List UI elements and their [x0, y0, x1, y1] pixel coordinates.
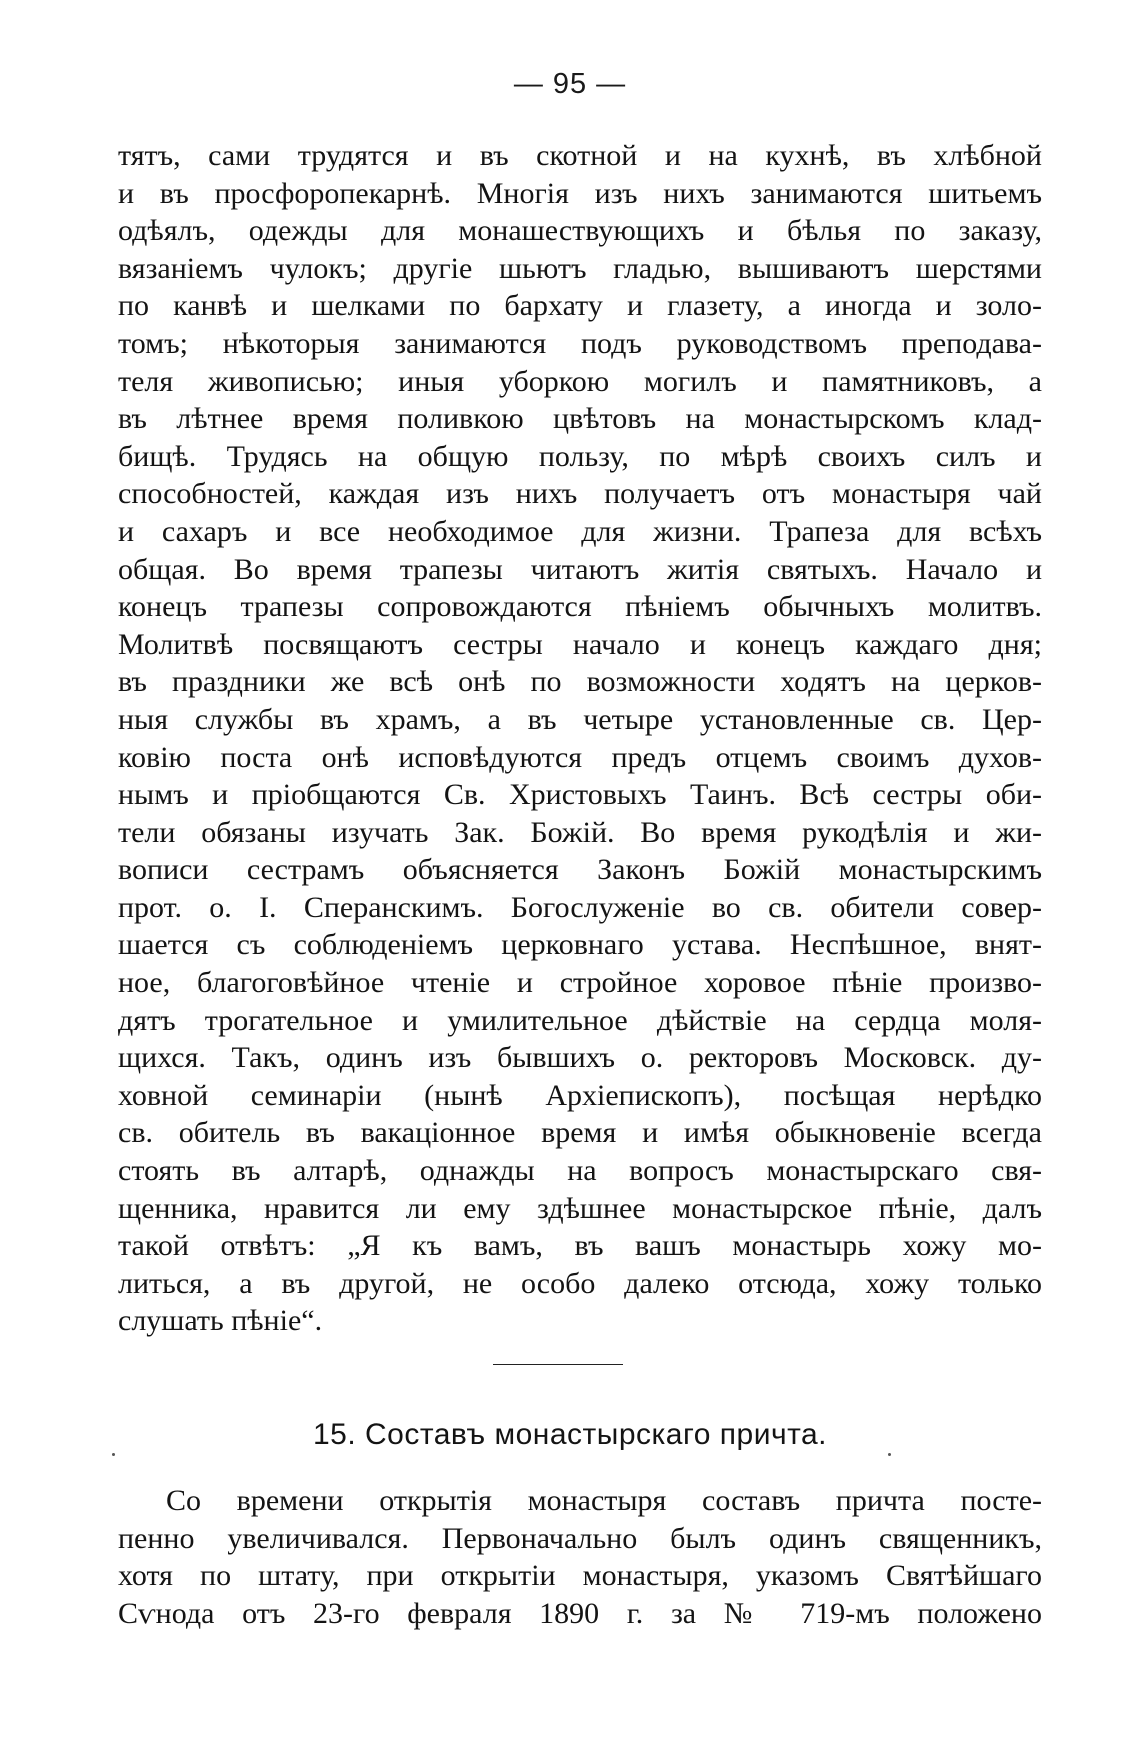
print-speck: [888, 1453, 891, 1456]
text-line: прот. о. І. Сперанскимъ. Богослуженіе во св. обители совер-: [118, 890, 1042, 924]
paragraph-1: [118, 137, 1042, 1340]
text-line: вязаніемъ чулокъ; другіе шьютъ гладью, вышиваютъ шерстями: [118, 251, 1042, 285]
text-line: Со времени открытія монастыря составъ причта посте-: [166, 1484, 1042, 1517]
text-line: конецъ трапезы сопровождаются пѣніемъ обычныхъ молитвъ.: [118, 590, 1042, 624]
text-line: по канвѣ и шелками по бархату и глазету, а иногда и золо-: [118, 289, 1042, 323]
page-number: — 95 —: [513, 68, 627, 100]
text-line: св. обитель въ вакаціонное время и имѣя обыкновеніе всегда: [118, 1116, 1042, 1150]
text-line: и въ просфоропекарнѣ. Многія изъ нихъ занимаются шитьемъ: [118, 176, 1042, 210]
text-line: хотя по штату, при открытіи монастыря, указомъ Святѣйшаго: [118, 1559, 1042, 1593]
text-line: способностей, каждая изъ нихъ получаетъ отъ монастыря чай: [118, 477, 1042, 511]
section-divider: [493, 1364, 623, 1365]
text-line: ковію поста онѣ исповѣдуются предъ отцемъ своимъ духов-: [118, 740, 1042, 774]
paragraph-2: [118, 1482, 1042, 1632]
section-heading: 15. Составъ монастырскаго причта.: [312, 1418, 828, 1451]
print-speck: [112, 1453, 115, 1456]
text-line: тятъ, сами трудятся и въ скотной и на кухнѣ, въ хлѣбной: [118, 139, 1042, 172]
text-line: нымъ и пріобщаются Св. Христовыхъ Таинъ. Всѣ сестры оби-: [118, 778, 1042, 812]
text-line: бищѣ. Трудясь на общую пользу, по мѣрѣ своихъ силъ и: [118, 439, 1042, 473]
text-line: одѣялъ, одежды для монашествующихъ и бѣлья по заказу,: [118, 214, 1042, 248]
text-line: теля живописью; иныя уборкою могилъ и памятниковъ, а: [118, 364, 1042, 398]
text-line: ное, благоговѣйное чтеніе и стройное хоровое пѣніе произво-: [118, 966, 1042, 1000]
text-line: въ лѣтнее время поливкою цвѣтовъ на монастырскомъ клад-: [118, 402, 1042, 436]
text-line: тели обязаны изучать Зак. Божій. Во время рукодѣлія и жи-: [118, 815, 1042, 849]
text-line: шается съ соблюденіемъ церковнаго устава. Неспѣшное, внят-: [118, 928, 1042, 962]
text-line: и сахаръ и все необходимое для жизни. Трапеза для всѣхъ: [118, 514, 1042, 548]
text-line: томъ; нѣкоторыя занимаются подъ руководствомъ преподава-: [118, 326, 1042, 360]
text-line: пенно увеличивался. Первоначально былъ одинъ священникъ,: [118, 1521, 1042, 1555]
text-line: Сѵнода отъ 23-го февраля 1890 г. за № 719-мъ положено: [118, 1596, 1042, 1630]
text-line: Молитвѣ посвящаютъ сестры начало и конецъ каждаго дня;: [118, 627, 1042, 661]
text-line: общая. Во время трапезы читаютъ житія святыхъ. Начало и: [118, 552, 1042, 586]
text-line: слушать пѣніе“.: [118, 1304, 323, 1338]
text-line: такой отвѣтъ: „Я къ вамъ, въ вашъ монастырь хожу мо-: [118, 1229, 1042, 1263]
text-line: въ праздники же всѣ онѣ по возможности ходятъ на церков-: [118, 665, 1042, 699]
text-line: ныя службы въ храмъ, а въ четыре установленные св. Цер-: [118, 702, 1042, 736]
text-line: вописи сестрамъ объясняется Законъ Божій монастырскимъ: [118, 853, 1042, 887]
text-line: стоять въ алтарѣ, однажды на вопросъ монастырскаго свя-: [118, 1154, 1042, 1188]
text-line: щихся. Такъ, одинъ изъ бывшихъ о. ректоровъ Московск. ду-: [118, 1041, 1042, 1075]
text-line: щенника, нравится ли ему здѣшнее монастырское пѣніе, далъ: [118, 1191, 1042, 1225]
text-line: дятъ трогательное и умилительное дѣйствіе на сердца моля-: [118, 1003, 1042, 1037]
text-line: ховной семинаріи (нынѣ Архіепископъ), посѣщая нерѣдко: [118, 1078, 1042, 1112]
text-line: литься, а въ другой, не особо далеко отсюда, хожу только: [118, 1266, 1042, 1300]
